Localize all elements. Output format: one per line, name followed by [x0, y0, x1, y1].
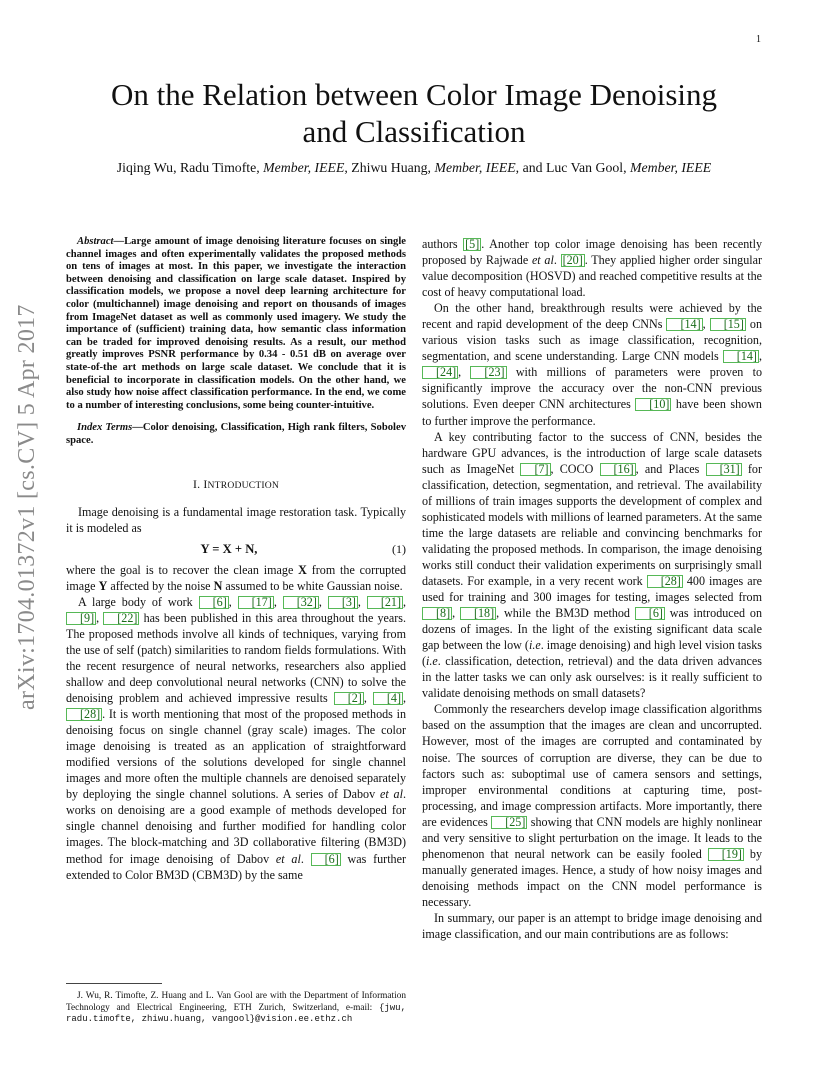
abstract-text: —Large amount of image denoising literature focuses on single channel images and often experimentally validates the proposed methods on tens of images at most. In this paper, we investigate the interaction between denoising and classification on large scale dataset. Inspired by classification models, we propose a novel deep learning architecture for color (multichannel) image denoising and report on thousands of images from ImageNet dataset as well as commonly used imagery. We study the importance of (sufficient) training data, how semantic class information can be traded for improved denoising results. As a result, our method greatly improves PSNR performance by 0.34 - 0.51 dB on average over state-of-the art methods on large scale dataset. We conclude that it is beneficial to incorporate in classification models. On the other hand, we also study how noise affect classification performance. In the end, we come to a number of interesting conclusions, some being counter-intuitive. [66, 236, 406, 411]
citation-link[interactable]: [21] [367, 596, 403, 609]
citation-link[interactable]: [6] [199, 596, 229, 609]
footnote-rule [66, 983, 162, 984]
index-terms-label: Index Terms [77, 422, 133, 434]
page-number: 1 [756, 34, 761, 45]
text-run: . classification, detection, retrieval) and the data driven advances in the latter tasks we can only ask ourselves: is it really sufficient to validate denoising methods on small datasets? [422, 654, 762, 701]
intro-paragraph-3: A large body of work [6] , [17] , [32] , [3] , [21] , [9] , [22] has been published in this area throughout the years. The proposed methods involve all kinds of techniques, varying from the use of self (patch) similarities to random fields formulations. With the recent resurgence of neural networks, researchers also applied shallow and deep convolutional neural networks (CNN) to solve the denoising problem and achieved impressive results [2] , [4] , [28] . It is worth mentioning that most of the proposed methods in denoising focus on single channel (gray scale) images. The color image denoising is treated as an application of straightforward modified versions of the solutions developed for single channel images and more often the multiple channels are denoised separately by deploying the single channel solutions. A series of Dabov et al. works on denoising are a good example of methods developed for single channel denoising and further modified for handling color images. The block-matching and 3D collaborative filtering (BM3D) method for image denoising of Dabov et al. [6] was further extended to Color BM3D (CBM3D) by the same [66, 594, 407, 882]
citation-link[interactable]: [23] [470, 366, 506, 379]
footnote-text: J. Wu, R. Timofte, Z. Huang and L. Van Gool are with the Department of Information Technology and Electrical Engineering, ETH Zurich, Switzerland, e-mail: [66, 991, 406, 1013]
intro-paragraph-4 [422, 236, 762, 300]
citation-link[interactable]: [3] [328, 596, 358, 609]
citation-link[interactable]: [9] [66, 612, 96, 625]
right-column [422, 236, 762, 942]
author-list [60, 160, 768, 176]
text-run: , and Places [635, 461, 700, 476]
citation-link[interactable]: [31] [706, 463, 742, 476]
affiliation-footnote [66, 991, 406, 1026]
math-symbol: Y [98, 578, 108, 593]
author-names: Jiqing Wu, Radu Timofte, [116, 160, 260, 175]
citation-link[interactable]: [8] [422, 607, 452, 620]
text-run: A key contributing factor to the success of CNN, besides the hardware GPU advances, is the introduction of large scale datasets such as ImageNet [422, 429, 762, 476]
author-names: , Zhiwu Huang, [344, 160, 431, 175]
title-line-1: On the Relation between Color Image Denoising [110, 77, 718, 112]
arxiv-identifier-stamp: arXiv:1704.01372v1 [cs.CV] 5 Apr 2017 [14, 304, 40, 710]
math-symbol: N [213, 578, 223, 593]
text-run: . They applied higher order singular value decomposition (HOSVD) and reached competitive results at the cost of heavy computational load. [422, 253, 762, 300]
citation-link[interactable]: [25] [491, 816, 527, 829]
text-run: showing that CNN models are highly nonlinear and very sensitive to slight perturbation on the image. It leads to the phenomenon that neural network can be easily fooled [422, 814, 762, 861]
equation-expression: Y = X + N, [200, 541, 258, 556]
text-run: . [300, 851, 304, 866]
section-title-rest: NTRODUCTION [207, 479, 280, 491]
citation-link[interactable]: [20] [562, 253, 583, 268]
equation-1 [66, 541, 406, 557]
text-run: has been published in this area throughout the years. The proposed methods involve all kinds of techniques, varying from the use of self (patch) similarities to random fields formulations. With the recent resurgence of neural networks, researchers also applied shallow and deep convolutional neural networks (CNN) to solve the denoising problem and achieved impressive results [66, 610, 406, 706]
text-run: for classification, detection, segmentation, and retrieval. The availability of millions of train images supports the development of complex and sophisticated models with millions of learned parameters. At the same time the large datasets are reliable and convincing benchmarks for validating the proposed methods. In comparison, the image denoising works still conduct their validation experiments on surprisingly small datasets. For example, in a very recent work [422, 461, 762, 588]
citation-link[interactable]: [2] [334, 692, 364, 705]
intro-paragraph-5: On the other hand, breakthrough results were achieved by the recent and rapid development of the deep CNNs [14] , [15] on various vision tasks such as image classification, recognition, segmentation, and scene understanding. Large CNN models [14] , [24] , [23] with millions of parameters were proven to significantly improve the accuracy over the non-CNN previous solutions. Even deeper CNN architectures [10] have been shown to further improve the performance. [422, 301, 763, 428]
citation-link[interactable]: [4] [373, 692, 403, 705]
title-line-2: and Classification [302, 114, 526, 149]
citation-link[interactable]: [7] [520, 463, 550, 476]
citation-link[interactable]: [5] [465, 237, 480, 251]
text-run: , COCO [550, 461, 594, 476]
citation-link[interactable]: [19] [708, 848, 744, 861]
author-membership: Member, IEEE [263, 160, 345, 175]
citation-link[interactable]: [17] [238, 596, 274, 609]
text-run: . works on denoising are a good example of methods developed for single channel denoising and further modified for handling color images. The block-matching and 3D collaborative filtering (BM3D) method for image denoising of Dabov [66, 787, 406, 866]
text-run: by manually generated images. Hence, a study of how noisy images and denoising methods impact on the CNN model performance is necessary. [422, 846, 762, 909]
author-names: , and Luc Van Gool, [515, 160, 627, 175]
text-run: 400 images are used for training and 300 images for testing, images selected from [422, 573, 762, 605]
text-run: where the goal is to recover the clean image [66, 562, 294, 577]
section-heading-introduction [66, 476, 406, 494]
text-run: was introduced on dozens of images. In the light of the existing significant data scale gap between the low ( [422, 606, 763, 653]
citation-link[interactable]: [14] [666, 318, 702, 331]
text-run: from the corrupted image [66, 562, 406, 593]
text-run-italic: et al [380, 787, 403, 802]
text-run: on various vision tasks such as image classification, recognition, segmentation, and scene understanding. Large CNN models [422, 317, 762, 364]
text-run: was further extended to Color BM3D (CBM3D) by the same [66, 851, 406, 882]
left-column [66, 236, 406, 883]
citation-link[interactable]: [18] [460, 607, 496, 620]
intro-paragraph-6: A key contributing factor to the success of CNN, besides the hardware GPU advances, is the introduction of large scale datasets such as ImageNet [7] , COCO [16] , and Places [31] for classification, detection, segmentation, and retrieval. The availability of millions of train images supports the development of complex and sophisticated models with millions of learned parameters. At the same time the large datasets are reliable and convincing benchmarks for validating the proposed methods. In comparison, the image denoising works still conduct their validation experiments on surprisingly small datasets. For example, in a very recent work [28] 400 images are used for training and 300 images for testing, images selected from [8] , [18] , while the BM3D method [6] was introduced on dozens of images. In the light of the existing significant data scale gap between the low (i.e. image denoising) and high level vision tasks (i.e. classification, detection, retrieval) and the data driven advances in the latter tasks we can only ask ourselves: is it really sufficient to validate denoising methods on small datasets? [422, 429, 763, 701]
footnote-email: {jwu, radu.timofte, zhiwu.huang, vangool}@vision.ee.ethz.ch [66, 1002, 406, 1025]
text-run: A large body of work [78, 594, 193, 609]
intro-paragraph-7 [422, 701, 762, 910]
author-membership: Member, IEEE [630, 160, 712, 175]
text-run: . [553, 253, 557, 268]
text-run: . It is worth mentioning that most of the proposed methods in denoising focus on single channel (gray scale) images. The color image denoising is treated as an application of straightforward modified versions of the solutions developed for single channel images and more often the multiple channels are denoised separately by deploying the single channel solutions. A series of Dabov [66, 707, 406, 802]
section-numeral: I. [192, 476, 201, 491]
intro-paragraph-1: Image denoising is a fundamental image restoration task. Typically it is modeled as [66, 504, 406, 535]
abstract-label: Abstract [77, 236, 114, 247]
text-run: , while the BM3D method [496, 606, 630, 621]
text-run: authors [422, 237, 458, 251]
intro-paragraph-8: In summary, our paper is an attempt to bridge image denoising and image classification, and our main contributions are as follows: [422, 910, 762, 942]
text-run: with millions of parameters were proven to significantly improve the accuracy over the non-CNN previous solutions. Even deeper CNN architectures [422, 365, 763, 412]
abstract [66, 236, 406, 412]
text-run: . Another top color image denoising has been recently proposed by Rajwade [422, 237, 763, 268]
text-run-italic: i.e [426, 654, 438, 669]
text-run-italic: et al [275, 851, 301, 866]
citation-link[interactable]: [10] [635, 398, 671, 411]
text-run: . image denoising) and high level vision tasks ( [422, 638, 762, 669]
citation-link[interactable]: [16] [600, 463, 636, 476]
citation-link[interactable]: [6] [311, 853, 341, 866]
text-run-italic: i.e [528, 638, 541, 653]
citation-link[interactable]: [32] [283, 596, 319, 609]
equation-number: (1) [392, 541, 406, 556]
citation-link[interactable]: [24] [422, 366, 458, 379]
index-terms [66, 422, 406, 447]
intro-paragraph-2 [66, 562, 406, 594]
text-run: affected by the noise [110, 578, 211, 593]
index-terms-text: —Color denoising, Classification, High rank filters, Sobolev space. [66, 422, 406, 446]
citation-link[interactable]: [28] [647, 575, 683, 588]
text-run: On the other hand, breakthrough results were achieved by the recent and rapid development of the deep CNNs [422, 301, 762, 332]
text-run-italic: et al [531, 253, 554, 268]
text-run: have been shown to further improve the performance. [422, 397, 762, 428]
math-symbol: X [298, 562, 307, 577]
text-run: Commonly the researchers develop image classification algorithms based on the assumption that the images are clean and uncorrupted. However, most of the images are corrupted and contaminated by noise. The sources of corruption are diverse, they can be due to factors such as: suboptimal use of camera sensors and settings, improper environmental conditions at capturing time, post-processing, and image compression artifacts. More importantly, there are evidences [422, 702, 762, 829]
citation-link[interactable]: [22] [103, 612, 139, 625]
citation-link[interactable]: [6] [635, 607, 665, 620]
citation-link[interactable]: [28] [66, 708, 102, 721]
text-run: assumed to be white Gaussian noise. [225, 578, 403, 593]
citation-link[interactable]: [14] [723, 350, 759, 363]
paper-title [60, 76, 768, 150]
section-title-initial: I [203, 476, 208, 491]
author-membership: Member, IEEE [434, 160, 516, 175]
citation-link[interactable]: [15] [710, 318, 746, 331]
